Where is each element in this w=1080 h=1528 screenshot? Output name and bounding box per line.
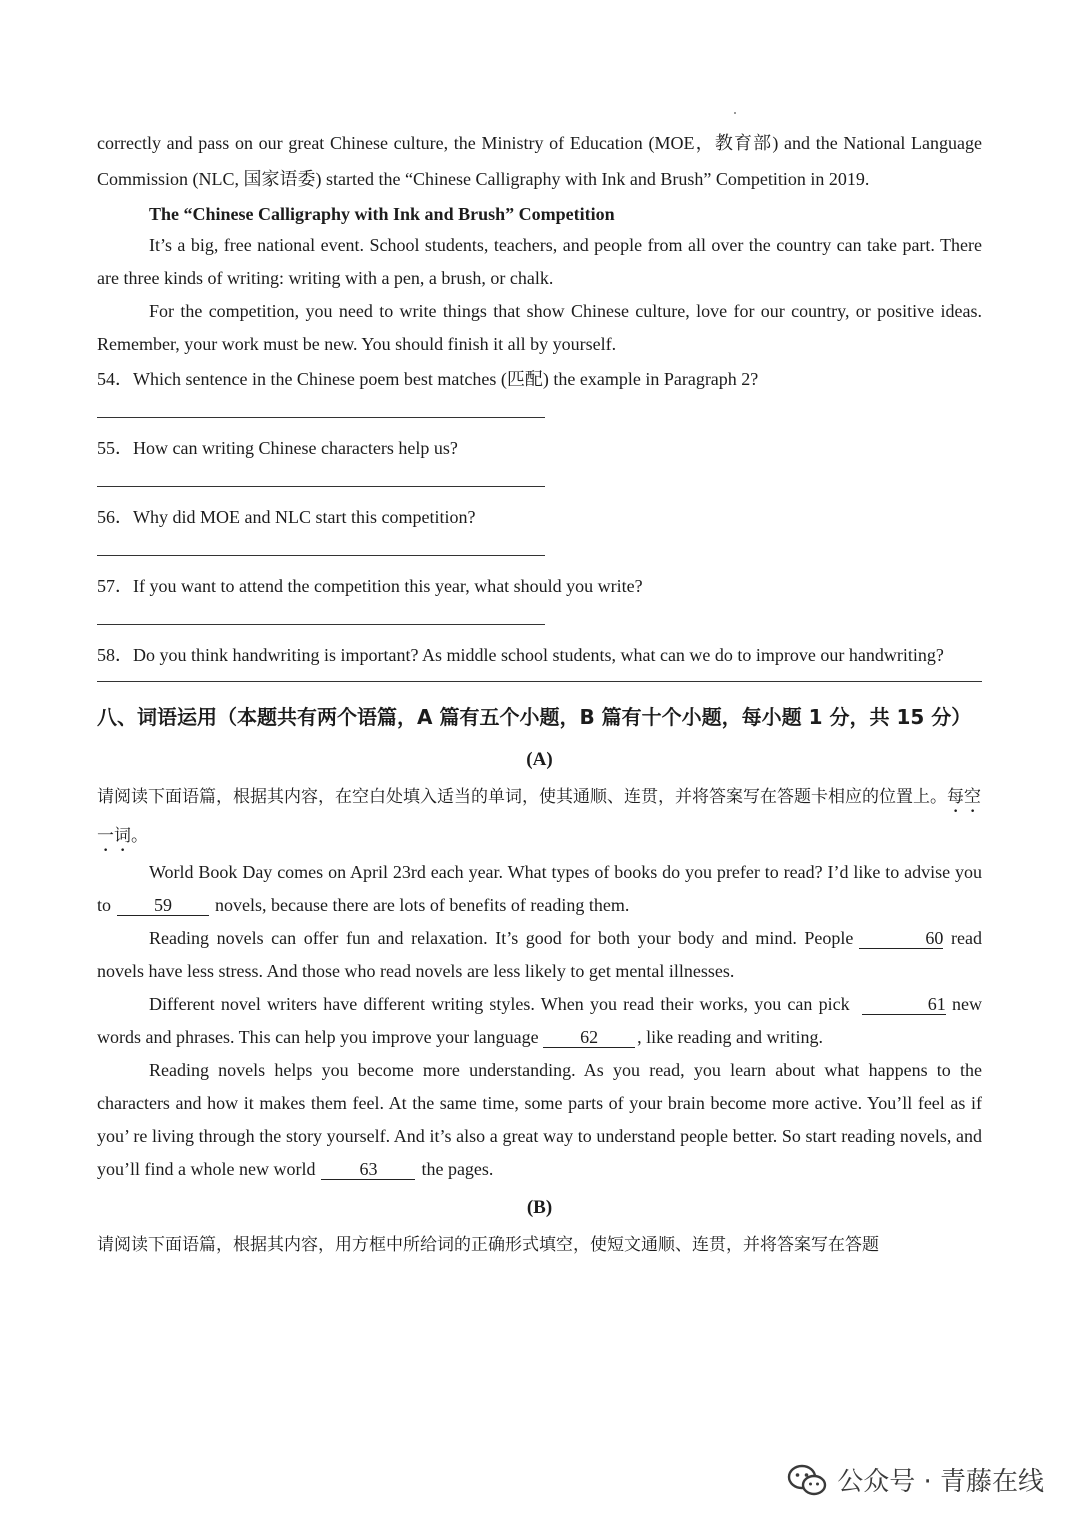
part-a-instruction [97, 778, 982, 856]
answer-line-57[interactable] [97, 604, 545, 625]
section-8-title: 八、词语运用（本题共有两个语篇，A 篇有五个小题，B 篇有十个小题，每小题 1 分，共 15 分） [97, 705, 972, 729]
watermark-text: 公众号 · 青藤在线 [837, 1467, 1044, 1497]
passage-text: read novels have less stress. And those who read novels are less likely to get mental illnesses. [97, 928, 982, 981]
notice-heading: The “Chinese Calligraphy with Ink and Brush” Competition [149, 204, 615, 224]
passage-text: , like reading and writing. [637, 1027, 824, 1047]
question-58: 58．Do you think handwriting is important? As middle school students, what can we do to improve our handwriting? [97, 645, 944, 665]
blank-63[interactable]: 63 [321, 1159, 415, 1180]
passage-a-paragraph-2 [97, 922, 982, 988]
answer-line-58[interactable] [97, 673, 982, 682]
part-a-instruction-emphasis: 每空一词 [97, 787, 981, 846]
question-56: 56．Why did MOE and NLC start this competition? [97, 507, 476, 527]
notice-paragraph-1: It’s a big, free national event. School students, teachers, and people from all over the country can take part. There are three kinds of writing: writing with a pen, a brush, or chalk. [97, 235, 982, 288]
intro-paragraph: correctly and pass on our great Chinese culture, the Ministry of Education (MOE，教育部) and the National Language Commission (NLC, 国家语委) started the “Chinese Calligraphy with Ink and Brush” Competition in 2019. [97, 133, 982, 189]
passage-text: World Book Day comes on April 23rd each year. What types of books do you prefer to read? I’d like to advise you to [97, 862, 982, 915]
passage-text: new words and phrases. This can help you improve your language [97, 994, 982, 1047]
document-body [97, 125, 982, 1264]
part-b-label: (B) [526, 1197, 553, 1218]
scan-dot [734, 112, 736, 114]
passage-text: the pages. [421, 1159, 494, 1179]
blank-59[interactable]: 59 [117, 895, 209, 916]
answer-line-55[interactable] [97, 466, 545, 487]
passage-text: Reading novels can offer fun and relaxation. It’s good for both your body and mind. People [149, 928, 854, 948]
notice-paragraph-2: For the competition, you need to write things that show Chinese culture, love for our country, or positive ideas. Remember, your work must be new. You should finish it all by yourself. [97, 301, 982, 354]
part-a-instruction-text: 请阅读下面语篇，根据其内容，在空白处填入适当的单词，使其通顺、连贯，并将答案写在答题卡相应的位置上。 [97, 787, 947, 807]
question-57: 57．If you want to attend the competition this year, what should you write? [97, 576, 643, 596]
wechat-icon [787, 1463, 827, 1497]
blank-61[interactable]: 61 [862, 994, 946, 1015]
answer-line-54[interactable] [97, 397, 545, 418]
part-b-instruction: 请阅读下面语篇，根据其内容，用方框中所给词的正确形式填空，使短文通顺、连贯，并将答案写在答题 [97, 1235, 879, 1255]
question-54: 54．Which sentence in the Chinese poem best matches (匹配) the example in Paragraph 2? [97, 369, 759, 389]
question-55: 55．How can writing Chinese characters help us? [97, 438, 458, 458]
passage-text: Different novel writers have different writing styles. When you read their works, you can pick [149, 994, 850, 1014]
answer-line-56[interactable] [97, 535, 545, 556]
passage-a-paragraph-4 [97, 1054, 982, 1186]
blank-60[interactable]: 60 [859, 928, 943, 949]
part-a-label: (A) [526, 749, 553, 770]
part-a-instruction-end: 。 [131, 826, 148, 846]
passage-a-paragraph-1 [97, 856, 982, 922]
passage-a-paragraph-3 [97, 988, 982, 1054]
passage-text: novels, because there are lots of benefits of reading them. [215, 895, 630, 915]
blank-62[interactable]: 62 [543, 1027, 635, 1048]
passage-text: Reading novels helps you become more understanding. As you read, you learn about what happens to the characters and how it makes them feel. At the same time, some parts of your brain become more active. You’ll feel as if you’ re living through the story yourself. And it’s also a great way to understand people better. So start reading novels, and you’ll find a whole new world [97, 1060, 982, 1179]
watermark [787, 1461, 1044, 1498]
